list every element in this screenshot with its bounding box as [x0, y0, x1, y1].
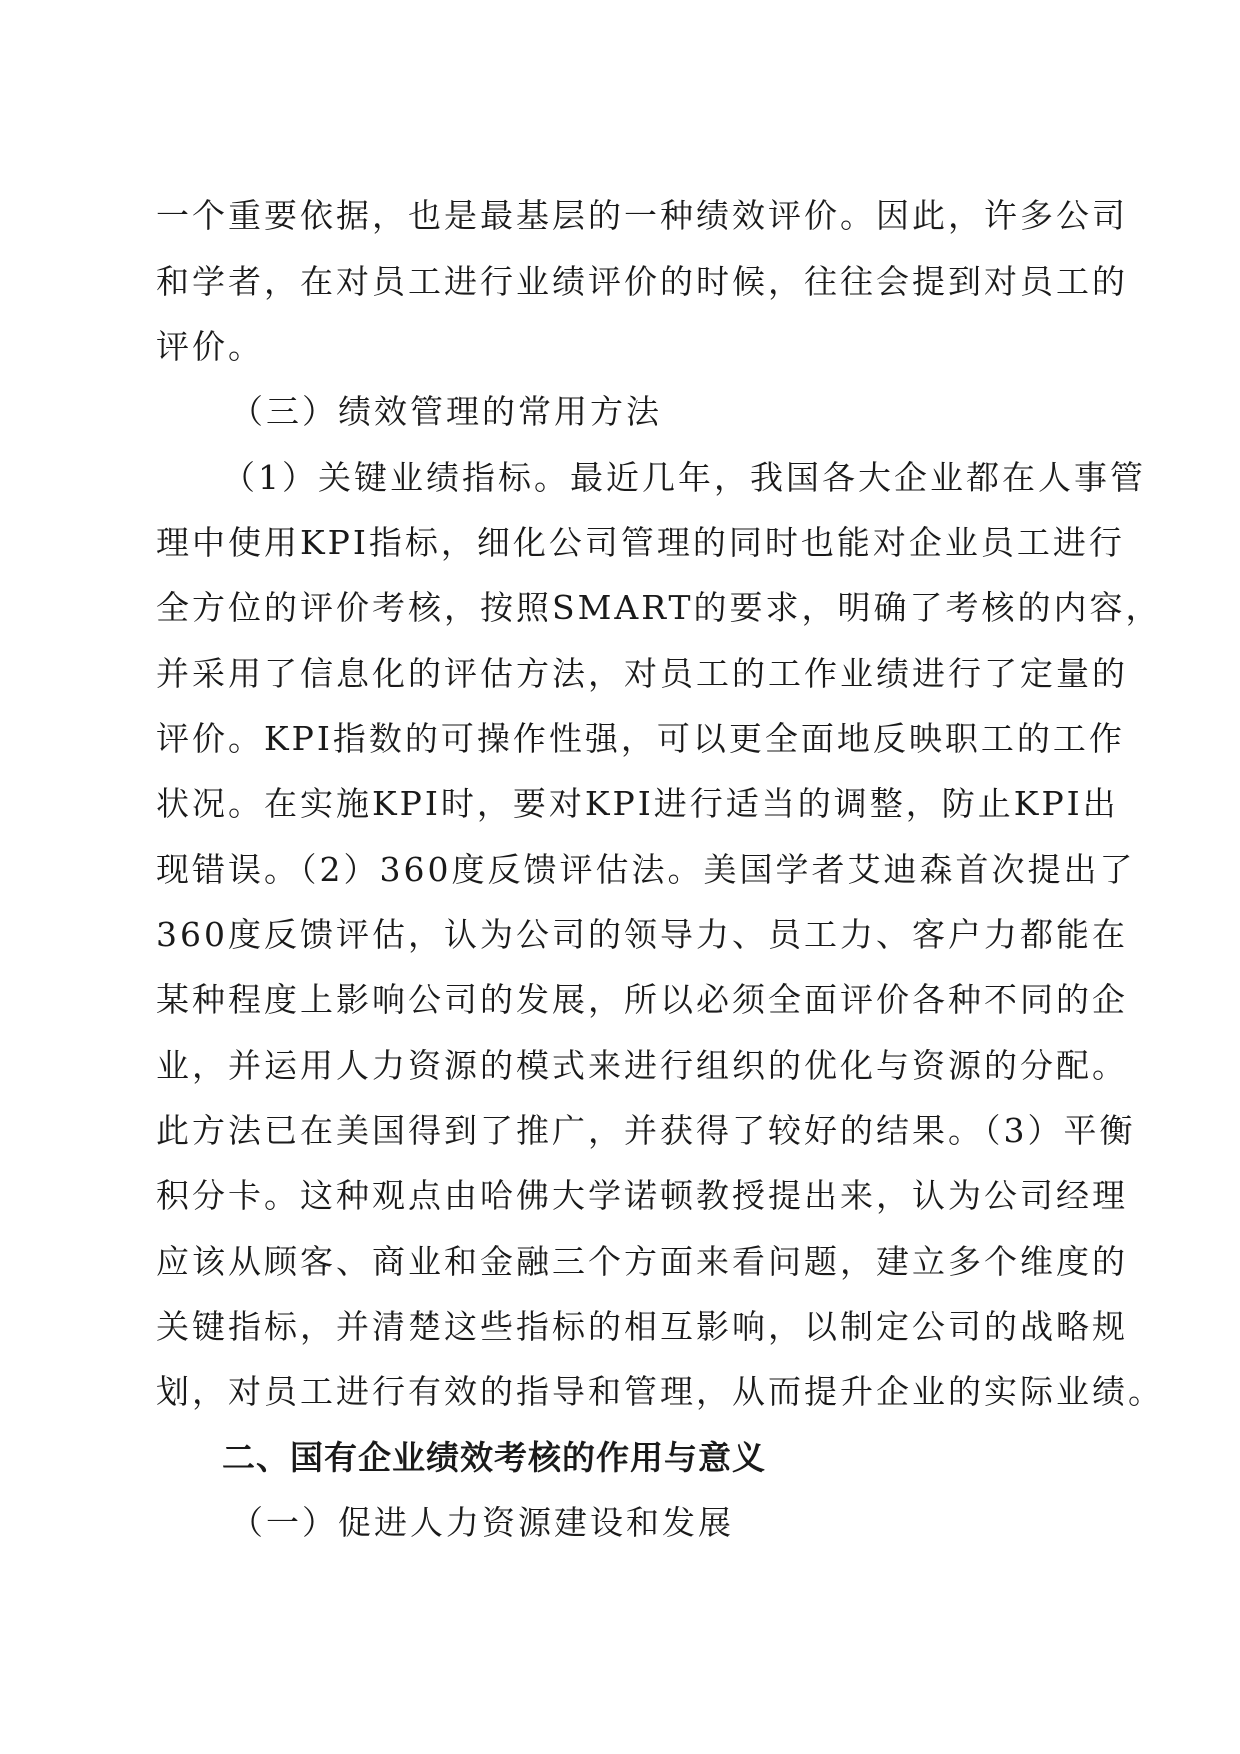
paragraph-line: 全方位的评价考核，按照SMART的要求，明确了考核的内容， [156, 588, 1162, 627]
paragraph-line: （1）关键业绩指标。最近几年，我国各大企业都在人事管 [222, 458, 1146, 497]
paragraph-line: 积分卡。这种观点由哈佛大学诺顿教授提出来，认为公司经理 [156, 1176, 1128, 1215]
paragraph-line: 一个重要依据，也是最基层的一种绩效评价。因此，许多公司 [156, 196, 1128, 235]
paragraph-line: 关键指标，并清楚这些指标的相互影响，以制定公司的战略规 [156, 1307, 1128, 1346]
paragraph-line: 状况。在实施KPI时，要对KPI进行适当的调整，防止KPI出 [156, 784, 1119, 823]
subsection-heading: （三）绩效管理的常用方法 [230, 392, 662, 431]
paragraph-line: 划，对员工进行有效的指导和管理，从而提升企业的实际业绩。 [156, 1372, 1164, 1411]
paragraph-line: 现错误。（2）360度反馈评估法。美国学者艾迪森首次提出了 [156, 850, 1136, 889]
paragraph-line: 和学者，在对员工进行业绩评价的时候，往往会提到对员工的 [156, 262, 1128, 301]
paragraph-line: 此方法已在美国得到了推广，并获得了较好的结果。（3）平衡 [156, 1111, 1136, 1150]
paragraph-line: 评价。KPI指数的可操作性强，可以更全面地反映职工的工作 [156, 719, 1125, 758]
paragraph-line: 360度反馈评估，认为公司的领导力、员工力、客户力都能在 [156, 915, 1128, 954]
paragraph-line: 业，并运用人力资源的模式来进行组织的优化与资源的分配。 [156, 1046, 1128, 1085]
subsection-heading: （一）促进人力资源建设和发展 [230, 1503, 734, 1542]
paragraph-line: 应该从顾客、商业和金融三个方面来看问题，建立多个维度的 [156, 1242, 1128, 1281]
paragraph-line: 理中使用KPI指标，细化公司管理的同时也能对企业员工进行 [156, 523, 1125, 562]
paragraph-line: 某种程度上影响公司的发展，所以必须全面评价各种不同的企 [156, 980, 1128, 1019]
section-heading: 二、国有企业绩效考核的作用与意义 [222, 1438, 766, 1477]
paragraph-line: 并采用了信息化的评估方法，对员工的工作业绩进行了定量的 [156, 654, 1128, 693]
paragraph-line: 评价。 [156, 327, 264, 366]
